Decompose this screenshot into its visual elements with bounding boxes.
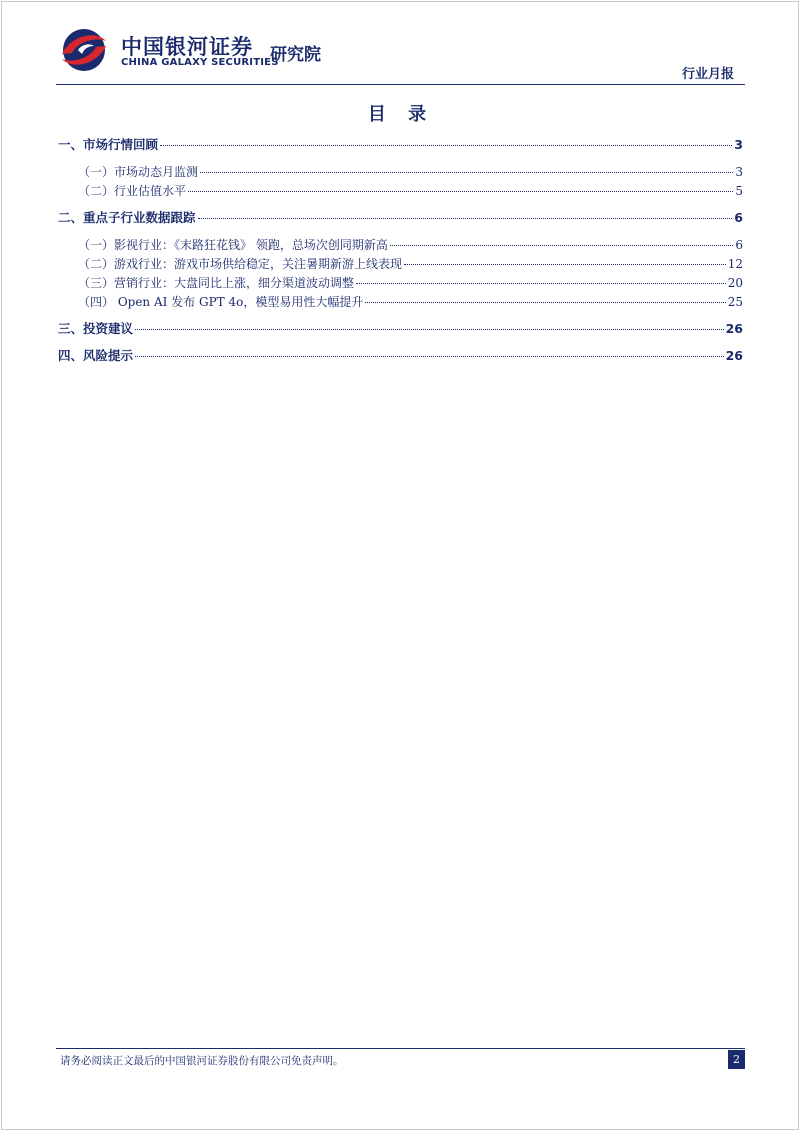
galaxy-logo-icon <box>58 27 110 73</box>
toc-leader-dots <box>160 145 732 146</box>
report-type-label: 行业月报 <box>681 67 734 82</box>
toc-entry-label: （一）影视行业：《末路狂花钱》 领跑，总场次创同期新高 <box>78 238 388 252</box>
toc-entry[interactable] <box>58 236 743 254</box>
toc-title: 目 录 <box>367 104 435 125</box>
toc-entry-label: （二）游戏行业：游戏市场供给稳定，关注暑期新游上线表现 <box>78 257 403 271</box>
toc-leader-dots <box>135 329 724 330</box>
toc-entry[interactable] <box>58 293 743 311</box>
toc-entry[interactable] <box>58 347 743 365</box>
table-of-contents <box>58 136 743 365</box>
footer-disclaimer: 请务必阅读正文最后的中国银河证券股份有限公司免责声明。 <box>60 1055 344 1067</box>
toc-entry-label: （一）市场动态月监测 <box>78 165 199 179</box>
toc-leader-dots <box>200 172 733 173</box>
toc-entry-label: 三、投资建议 <box>58 321 134 336</box>
toc-entry[interactable] <box>58 163 743 181</box>
toc-leader-dots <box>188 191 733 192</box>
toc-entry-page: 5 <box>735 184 743 198</box>
toc-leader-dots <box>404 264 726 265</box>
footer-divider <box>56 1048 745 1049</box>
brand-subtitle: 研究院 <box>270 45 321 65</box>
toc-entry[interactable] <box>58 136 743 154</box>
page-number: 2 <box>728 1050 745 1069</box>
toc-entry-page: 26 <box>725 321 743 336</box>
toc-entry-page: 26 <box>725 348 743 363</box>
header-divider <box>56 84 745 85</box>
toc-leader-dots <box>198 218 733 219</box>
toc-entry-label: （三）营销行业：大盘同比上涨，细分渠道波动调整 <box>78 276 355 290</box>
toc-entry[interactable] <box>58 209 743 227</box>
toc-entry-page: 3 <box>735 165 743 179</box>
toc-entry-page: 20 <box>727 276 743 290</box>
toc-entry-label: 二、重点子行业数据跟踪 <box>58 210 196 225</box>
toc-entry-label: （二）行业估值水平 <box>78 184 187 198</box>
toc-entry-label: 一、市场行情回顾 <box>58 137 159 152</box>
brand-name-cn: 中国银河证券 <box>121 35 253 59</box>
toc-entry-page: 3 <box>734 137 743 152</box>
toc-leader-dots <box>356 283 726 284</box>
toc-entry-label: （四） Open AI 发布 GPT 4o，模型易用性大幅提升 <box>78 295 364 309</box>
toc-entry-page: 6 <box>735 238 743 252</box>
brand-name-en: CHINA GALAXY SECURITIES <box>121 57 279 68</box>
toc-entry[interactable] <box>58 255 743 273</box>
toc-entry-page: 25 <box>727 295 743 309</box>
toc-entry-label: 四、风险提示 <box>58 348 134 363</box>
toc-entry-page: 12 <box>727 257 743 271</box>
toc-entry-page: 6 <box>734 210 743 225</box>
toc-leader-dots <box>390 245 734 246</box>
toc-entry[interactable] <box>58 274 743 292</box>
toc-entry[interactable] <box>58 320 743 338</box>
toc-leader-dots <box>135 356 724 357</box>
toc-entry[interactable] <box>58 182 743 200</box>
toc-leader-dots <box>365 302 725 303</box>
